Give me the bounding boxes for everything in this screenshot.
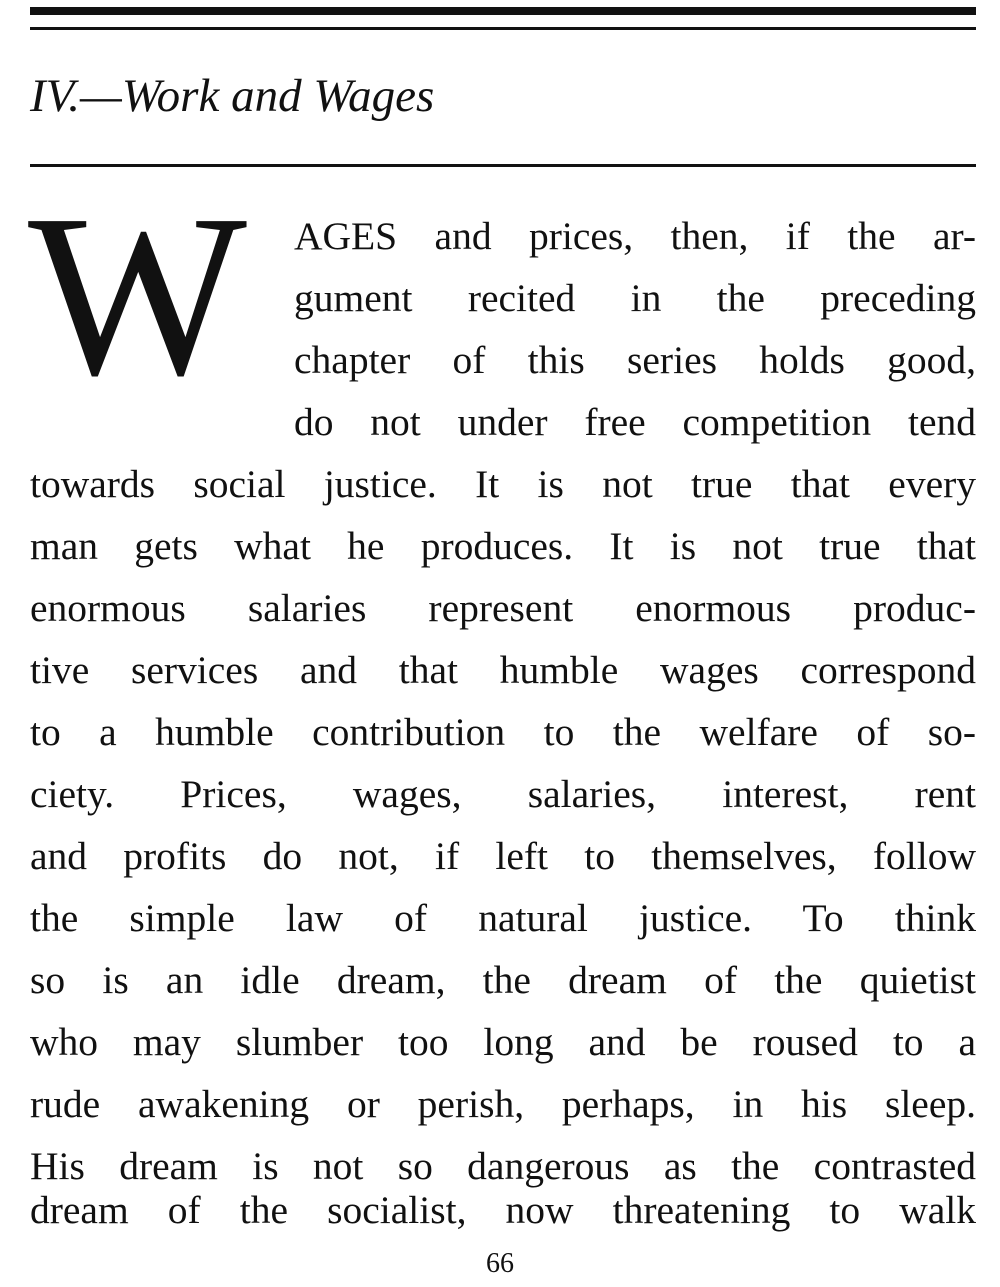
chapter-title: IV.—Work and Wages: [30, 70, 435, 122]
text-line: dream of the socialist, now threatening to walk: [30, 1188, 976, 1232]
top-thin-rule: [30, 27, 976, 30]
drop-cap: W: [28, 167, 243, 424]
text-line: His dream is not so dangerous as the contrasted: [30, 1144, 976, 1188]
text-line: enormous salaries represent enormous produc-: [30, 586, 976, 630]
text-line: tive services and that humble wages correspond: [30, 648, 976, 692]
text-line: who may slumber too long and be roused to a: [30, 1020, 976, 1064]
text-line: man gets what he produces. It is not true that: [30, 524, 976, 568]
text-line: and profits do not, if left to themselves, follow: [30, 834, 976, 878]
text-line: gument recited in the preceding: [294, 276, 976, 320]
text-line: so is an idle dream, the dream of the quietist: [30, 958, 976, 1002]
text-line: chapter of this series holds good,: [294, 338, 976, 382]
top-thick-rule: [30, 7, 976, 15]
text-line: rude awakening or perish, perhaps, in his sleep.: [30, 1082, 976, 1126]
text-line: do not under free competition tend: [294, 400, 976, 444]
text-line: ciety. Prices, wages, salaries, interest, rent: [30, 772, 976, 816]
text-line: towards social justice. It is not true that every: [30, 462, 976, 506]
text-line: the simple law of natural justice. To think: [30, 896, 976, 940]
text-line: to a humble contribution to the welfare of so-: [30, 710, 976, 754]
text-line: AGES and prices, then, if the ar-: [294, 214, 976, 258]
page-number: 66: [486, 1248, 514, 1279]
